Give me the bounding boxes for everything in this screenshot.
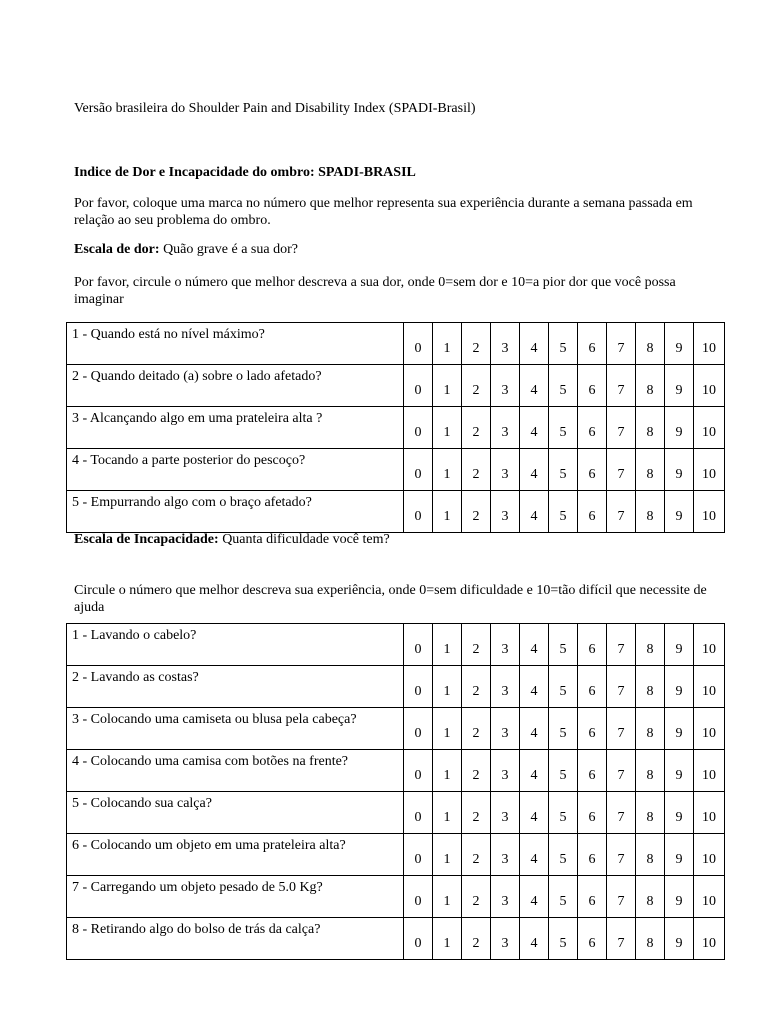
scale-option[interactable]: 8 (636, 708, 665, 750)
scale-option[interactable]: 3 (491, 834, 520, 876)
pain-scale-label: Escala de dor: (74, 242, 160, 257)
scale-option[interactable]: 4 (520, 834, 549, 876)
scale-option[interactable]: 9 (665, 708, 694, 750)
scale-option[interactable]: 10 (694, 449, 725, 491)
question-label: 2 - Quando deitado (a) sobre o lado afetado? (67, 365, 404, 407)
scale-option[interactable]: 2 (462, 876, 491, 918)
scale-option[interactable]: 1 (433, 834, 462, 876)
question-label: 5 - Colocando sua calça? (67, 792, 404, 834)
scale-option[interactable]: 10 (694, 834, 725, 876)
scale-option[interactable]: 0 (404, 834, 433, 876)
scale-option[interactable]: 6 (578, 792, 607, 834)
scale-option[interactable]: 7 (607, 323, 636, 365)
scale-option[interactable]: 10 (694, 491, 725, 533)
scale-option[interactable]: 9 (665, 918, 694, 960)
pain-scale-question: Quão grave é a sua dor? (159, 242, 298, 257)
scale-option[interactable]: 9 (665, 491, 694, 533)
scale-option[interactable]: 1 (433, 407, 462, 449)
question-label: 4 - Colocando uma camisa com botões na frente? (67, 750, 404, 792)
scale-option[interactable]: 7 (607, 792, 636, 834)
scale-option[interactable]: 1 (433, 666, 462, 708)
scale-option[interactable]: 9 (665, 407, 694, 449)
scale-option[interactable]: 5 (549, 708, 578, 750)
table-row (67, 666, 725, 708)
scale-option[interactable]: 3 (491, 407, 520, 449)
disability-scale-heading (74, 531, 390, 548)
scale-option[interactable]: 3 (491, 365, 520, 407)
scale-option[interactable]: 9 (665, 792, 694, 834)
pain-instruction: Por favor, circule o número que melhor descreva a sua dor, onde 0=sem dor e 10=a pior dor que você possa imaginar (74, 275, 676, 307)
scale-option[interactable]: 7 (607, 876, 636, 918)
scale-option[interactable]: 8 (636, 750, 665, 792)
scale-option[interactable]: 10 (694, 708, 725, 750)
scale-option[interactable]: 8 (636, 491, 665, 533)
scale-option[interactable]: 6 (578, 708, 607, 750)
scale-option[interactable]: 4 (520, 876, 549, 918)
scale-option[interactable]: 9 (665, 750, 694, 792)
scale-option[interactable]: 6 (578, 323, 607, 365)
question-label: 4 - Tocando a parte posterior do pescoço? (67, 449, 404, 491)
scale-option[interactable]: 2 (462, 449, 491, 491)
scale-option[interactable]: 3 (491, 708, 520, 750)
scale-option[interactable]: 2 (462, 750, 491, 792)
scale-option[interactable]: 7 (607, 491, 636, 533)
scale-option[interactable]: 8 (636, 792, 665, 834)
scale-option[interactable]: 2 (462, 918, 491, 960)
table-row (67, 918, 725, 960)
question-label: 3 - Alcançando algo em uma prateleira alta ? (67, 407, 404, 449)
scale-option[interactable]: 3 (491, 750, 520, 792)
question-label: 8 - Retirando algo do bolso de trás da calça? (67, 918, 404, 960)
scale-option[interactable]: 0 (404, 666, 433, 708)
scale-option[interactable]: 9 (665, 624, 694, 666)
table-row (67, 834, 725, 876)
scale-option[interactable]: 3 (491, 323, 520, 365)
scale-option[interactable]: 0 (404, 792, 433, 834)
scale-option[interactable]: 5 (549, 750, 578, 792)
table-row (67, 708, 725, 750)
scale-option[interactable]: 8 (636, 624, 665, 666)
scale-option[interactable]: 4 (520, 624, 549, 666)
scale-option[interactable]: 6 (578, 407, 607, 449)
scale-option[interactable]: 5 (549, 449, 578, 491)
scale-option[interactable]: 6 (578, 750, 607, 792)
scale-option[interactable]: 1 (433, 876, 462, 918)
scale-option[interactable]: 7 (607, 407, 636, 449)
scale-option[interactable]: 10 (694, 876, 725, 918)
scale-option[interactable]: 1 (433, 792, 462, 834)
scale-option[interactable]: 6 (578, 624, 607, 666)
scale-option[interactable]: 5 (549, 666, 578, 708)
scale-option[interactable]: 1 (433, 624, 462, 666)
scale-option[interactable]: 5 (549, 365, 578, 407)
scale-option[interactable]: 8 (636, 323, 665, 365)
scale-option[interactable]: 3 (491, 876, 520, 918)
scale-option[interactable]: 6 (578, 365, 607, 407)
scale-option[interactable]: 6 (578, 876, 607, 918)
scale-option[interactable]: 8 (636, 666, 665, 708)
scale-option[interactable]: 5 (549, 834, 578, 876)
scale-option[interactable]: 2 (462, 323, 491, 365)
section-title: Indice de Dor e Incapacidade do ombro: SPADI-BRASIL (74, 165, 416, 180)
scale-option[interactable]: 8 (636, 365, 665, 407)
scale-option[interactable]: 7 (607, 449, 636, 491)
scale-option[interactable]: 6 (578, 491, 607, 533)
table-row (67, 365, 725, 407)
scale-option[interactable]: 10 (694, 792, 725, 834)
scale-option[interactable]: 0 (404, 624, 433, 666)
scale-option[interactable]: 5 (549, 792, 578, 834)
scale-option[interactable]: 0 (404, 708, 433, 750)
scale-option[interactable]: 2 (462, 407, 491, 449)
pain-scale-heading (74, 241, 298, 258)
scale-option[interactable]: 0 (404, 876, 433, 918)
scale-option[interactable]: 5 (549, 323, 578, 365)
scale-option[interactable]: 10 (694, 624, 725, 666)
scale-option[interactable]: 7 (607, 750, 636, 792)
scale-option[interactable]: 8 (636, 918, 665, 960)
scale-option[interactable]: 1 (433, 750, 462, 792)
scale-option[interactable]: 7 (607, 624, 636, 666)
scale-option[interactable]: 1 (433, 365, 462, 407)
scale-option[interactable]: 9 (665, 449, 694, 491)
scale-option[interactable]: 6 (578, 834, 607, 876)
table-row (67, 323, 725, 365)
scale-option[interactable]: 6 (578, 918, 607, 960)
scale-option[interactable]: 4 (520, 365, 549, 407)
scale-option[interactable]: 2 (462, 491, 491, 533)
question-label: 3 - Colocando uma camiseta ou blusa pela cabeça? (67, 708, 404, 750)
scale-option[interactable]: 4 (520, 407, 549, 449)
scale-option[interactable]: 3 (491, 449, 520, 491)
disability-scale-table (66, 623, 725, 960)
scale-option[interactable]: 10 (694, 750, 725, 792)
scale-option[interactable]: 3 (491, 491, 520, 533)
scale-option[interactable]: 5 (549, 876, 578, 918)
scale-option[interactable]: 2 (462, 834, 491, 876)
scale-option[interactable]: 3 (491, 624, 520, 666)
table-row (67, 491, 725, 533)
table-row (67, 876, 725, 918)
disability-scale-label: Escala de Incapacidade: (74, 532, 219, 547)
scale-option[interactable]: 5 (549, 918, 578, 960)
scale-option[interactable]: 4 (520, 792, 549, 834)
scale-option[interactable]: 9 (665, 666, 694, 708)
scale-option[interactable]: 8 (636, 407, 665, 449)
scale-option[interactable]: 0 (404, 407, 433, 449)
scale-option[interactable]: 2 (462, 708, 491, 750)
scale-option[interactable]: 9 (665, 323, 694, 365)
table-row (67, 624, 725, 666)
scale-option[interactable]: 8 (636, 834, 665, 876)
disability-instruction: Circule o número que melhor descreva sua experiência, onde 0=sem dificuldade e 10=tão difícil que necessite de ajuda (74, 583, 707, 615)
table-row (67, 449, 725, 491)
scale-option[interactable]: 0 (404, 323, 433, 365)
question-label: 6 - Colocando um objeto em uma prateleira alta? (67, 834, 404, 876)
scale-option[interactable]: 4 (520, 918, 549, 960)
question-label: 7 - Carregando um objeto pesado de 5.0 Kg? (67, 876, 404, 918)
scale-option[interactable]: 3 (491, 792, 520, 834)
disability-scale-question: Quanta dificuldade você tem? (218, 532, 390, 547)
scale-option[interactable]: 10 (694, 365, 725, 407)
scale-option[interactable]: 4 (520, 491, 549, 533)
pain-scale-table (66, 322, 725, 533)
scale-option[interactable]: 7 (607, 365, 636, 407)
question-label: 5 - Empurrando algo com o braço afetado? (67, 491, 404, 533)
scale-option[interactable]: 4 (520, 449, 549, 491)
scale-option[interactable]: 1 (433, 918, 462, 960)
scale-option[interactable]: 4 (520, 708, 549, 750)
scale-option[interactable]: 5 (549, 491, 578, 533)
scale-option[interactable]: 0 (404, 449, 433, 491)
scale-option[interactable]: 6 (578, 449, 607, 491)
scale-option[interactable]: 4 (520, 323, 549, 365)
question-label: 1 - Quando está no nível máximo? (67, 323, 404, 365)
scale-option[interactable]: 5 (549, 407, 578, 449)
table-row (67, 750, 725, 792)
document-title: Versão brasileira do Shoulder Pain and Disability Index (SPADI-Brasil) (74, 101, 476, 116)
intro-paragraph: Por favor, coloque uma marca no número que melhor representa sua experiência durante a semana passada em relação ao seu problema do ombro. (74, 196, 693, 228)
scale-option[interactable]: 7 (607, 666, 636, 708)
scale-option[interactable]: 8 (636, 876, 665, 918)
table-row (67, 792, 725, 834)
scale-option[interactable]: 6 (578, 666, 607, 708)
table-row (67, 407, 725, 449)
scale-option[interactable]: 4 (520, 666, 549, 708)
scale-option[interactable]: 10 (694, 666, 725, 708)
scale-option[interactable]: 1 (433, 491, 462, 533)
scale-option[interactable]: 2 (462, 365, 491, 407)
scale-option[interactable]: 7 (607, 708, 636, 750)
scale-option[interactable]: 5 (549, 624, 578, 666)
scale-option[interactable]: 3 (491, 666, 520, 708)
scale-option[interactable]: 10 (694, 323, 725, 365)
scale-option[interactable]: 3 (491, 918, 520, 960)
scale-option[interactable]: 4 (520, 750, 549, 792)
scale-option[interactable]: 9 (665, 876, 694, 918)
scale-option[interactable]: 2 (462, 666, 491, 708)
scale-option[interactable]: 10 (694, 407, 725, 449)
scale-option[interactable]: 1 (433, 708, 462, 750)
scale-option[interactable]: 0 (404, 491, 433, 533)
question-label: 2 - Lavando as costas? (67, 666, 404, 708)
scale-option[interactable]: 0 (404, 365, 433, 407)
scale-option[interactable]: 10 (694, 918, 725, 960)
scale-option[interactable]: 1 (433, 449, 462, 491)
scale-option[interactable]: 8 (636, 449, 665, 491)
scale-option[interactable]: 9 (665, 365, 694, 407)
scale-option[interactable]: 0 (404, 750, 433, 792)
scale-option[interactable]: 1 (433, 323, 462, 365)
scale-option[interactable]: 7 (607, 918, 636, 960)
scale-option[interactable]: 7 (607, 834, 636, 876)
scale-option[interactable]: 0 (404, 918, 433, 960)
question-label: 1 - Lavando o cabelo? (67, 624, 404, 666)
scale-option[interactable]: 9 (665, 834, 694, 876)
scale-option[interactable]: 2 (462, 792, 491, 834)
scale-option[interactable]: 2 (462, 624, 491, 666)
